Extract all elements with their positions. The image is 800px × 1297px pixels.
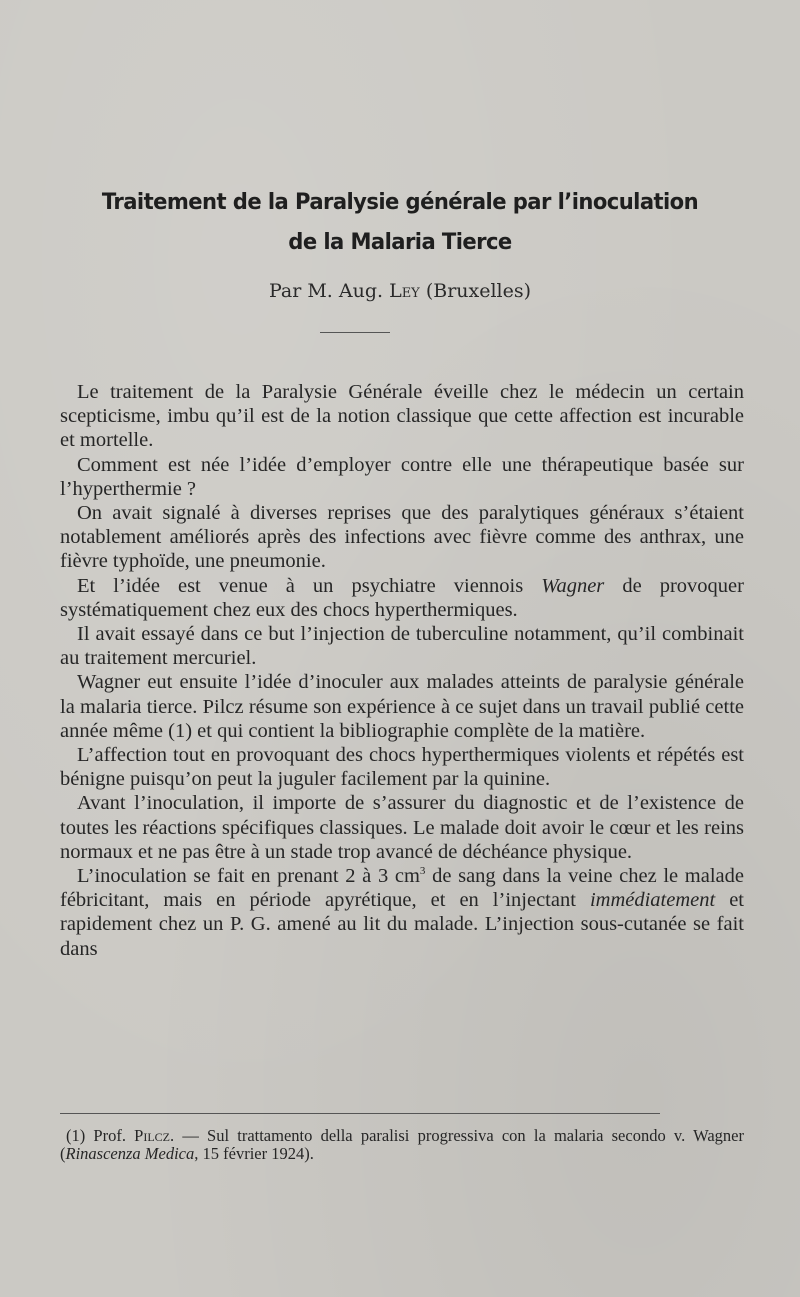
footnote-journal: Rinascenza Medica	[65, 1144, 195, 1163]
paragraph-2: Comment est née l’idée d’employer contre elle une thérapeutique basée sur l’hyperthermie ?	[60, 453, 744, 500]
paragraph-9-superscript: 3	[419, 865, 426, 878]
paragraph-4-text-a: Et l’idée est venue à un psychiatre viennois	[77, 574, 542, 597]
footnote	[60, 1127, 744, 1163]
title-divider	[320, 332, 390, 333]
footnote-text-b: , 15 février 1924).	[194, 1144, 314, 1163]
footnote-1	[60, 1127, 744, 1163]
article-title-line-1: Traitement de la Paralysie générale par l’inoculation	[101, 190, 699, 215]
paragraph-3: On avait signalé à diverses reprises que des paralytiques généraux s’étaient notablement améliorés après des infections avec fièvre comme des anthrax, une fièvre typhoïde, une pneumonie.	[60, 502, 744, 573]
paragraph-6: Wagner eut ensuite l’idée d’inoculer aux malades atteints de paralysie générale la malaria tierce. Pilcz résume son expérience à ce sujet dans un travail publié cette année même (1) et qui contient la bibliographie complète de la matière.	[60, 671, 744, 742]
paragraph-4-name: Wagner	[541, 574, 605, 597]
byline	[60, 282, 740, 301]
paragraph-4	[60, 574, 744, 622]
paragraph-9-emphasis: immédiatement	[589, 889, 716, 912]
footnote-prefix: (1) Prof.	[66, 1126, 135, 1145]
footnote-divider	[60, 1113, 660, 1114]
article-title-line-2: de la Malaria Tierce	[288, 230, 512, 255]
paragraph-9	[60, 864, 744, 961]
article-body	[60, 380, 744, 961]
byline-author: Ley	[389, 280, 420, 302]
paragraph-1: Le traitement de la Paralysie Générale éveille chez le médecin un certain scepticisme, imbu qu’il est de la notion classique que cette affection est incurable et mortelle.	[60, 381, 744, 452]
footnote-text-a: . — Sul trattamento della paralisi progressiva con la malaria secondo v. Wagner (	[60, 1126, 744, 1163]
paragraph-9-text-c: et rapidement chez un P. G. amené au lit du malade. L’injection sous-cutanée se fait dans	[60, 889, 745, 960]
byline-place: (Bruxelles)	[419, 280, 532, 302]
paragraph-5: Il avait essayé dans ce but l’injection de tuberculine notamment, qu’il combinait au traitement mercuriel.	[60, 623, 744, 670]
paragraph-4-text-b: de provoquer systématiquement chez eux des chocs hyperthermiques.	[60, 574, 744, 621]
paragraph-7: L’affection tout en provoquant des chocs hyperthermiques violents et répétés est bénigne puisqu’on peut la juguler facilement par la quinine.	[60, 744, 744, 791]
footnote-author: Pilcz	[134, 1126, 171, 1145]
paragraph-9-text-a: L’inoculation se fait en prenant 2 à 3 cm	[77, 865, 420, 888]
paragraph-9-text-b: de sang dans la veine chez le malade fébricitant, mais en période apyrétique, et en l’injectant	[60, 865, 744, 912]
byline-prefix: Par M. Aug.	[268, 280, 390, 302]
paragraph-8: Avant l’inoculation, il importe de s’assurer du diagnostic et de l’existence de toutes les réactions spécifiques classiques. Le malade doit avoir le cœur et les reins normaux et ne pas être à un stade trop avancé de déchéance physique.	[60, 792, 744, 863]
